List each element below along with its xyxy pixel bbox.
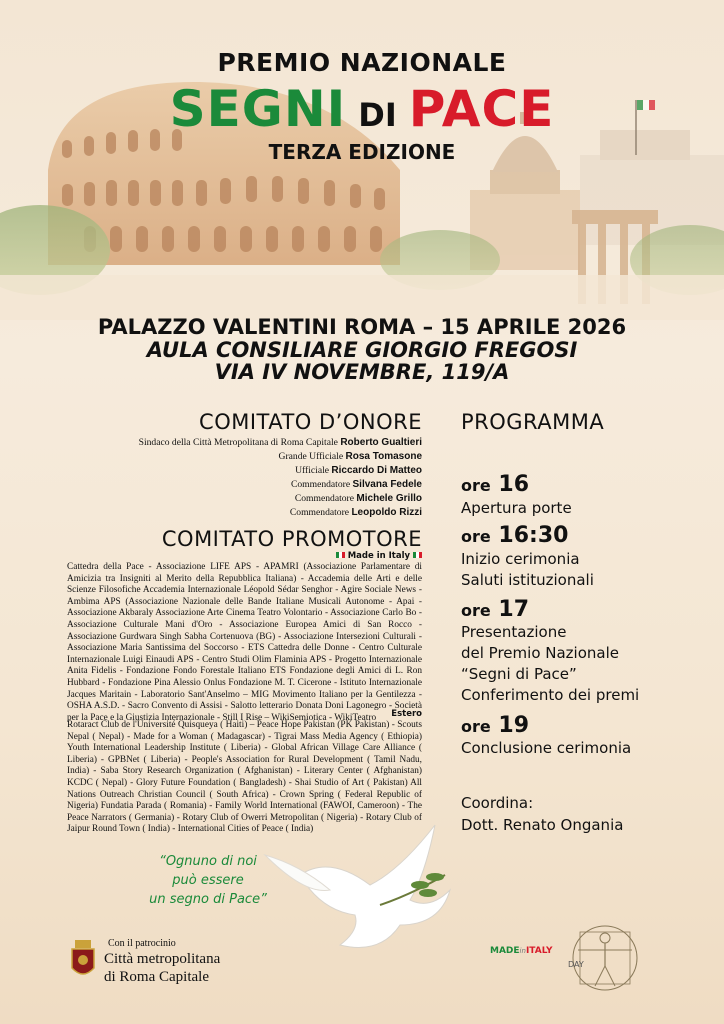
programme-item: Presentazione <box>461 623 567 641</box>
programme-item: Conferimento dei premi <box>461 686 640 704</box>
foreign-promoters-list: Rotaract Club de l'Université Quisqueya ( Haiti) – Peace Hope Pakistan (PK Pakistan) - Scouts Nepal ( Nepal) - Made for a Woman ( Madagascar) - Tigrai Mass Media Agency ( Ethiopia) Youth International Leadership Institute ( Liberia) - Global African Village Care Alliance ( Liberia) - GPBNet ( Liberia) - People's Association for Rural Development ( Tamil Nadu, India) - Saba Story Research Organization ( Afghanistan) - Literary Center ( Afghanistan) KCDC ( Nepal) - Glory Future Foundation ( Bangladesh) - Shai Studio of Art ( Pakistan) All Nations Outreach Christian Council ( South Africa) - Crown Spring ( Federal Republic of Nigeria) Fundatia Parada ( Romania) - Family World International (FAWOI, Cameroon) - The Peace Narrators ( Germania) - Rotary Club of Owerri Metropolitan ( Nigeria) - Rotary Club of Jaipur Round Town ( India) - International Cities of Peace ( India) <box>67 720 422 835</box>
programme-time: ore 16 <box>461 472 530 497</box>
made-in-italy-day-logo: MADEinITALY <box>490 946 553 956</box>
title-di: DI <box>358 96 397 134</box>
programme-title: PROGRAMMA <box>461 410 605 434</box>
programme-time: ore 17 <box>461 597 530 622</box>
programme-item: Saluti istituzionali <box>461 571 594 589</box>
honor-member: Ufficiale Riccardo Di Matteo <box>295 465 422 476</box>
coat-of-arms-icon <box>70 940 96 982</box>
italy-promoters-list: Cattedra della Pace - Associazione LIFE APS - APAMRI (Associazione Parlamentare di Amicizia tra Insigniti al Merito della Repubblica Italiana) - Accademia delle Arti e delle Scienze Filosofiche Accademia Internazionale Léopold Sédar Senghor - Agire Sociale News - Ambima APS (Associazione Nazionale delle Bande Italiane Musicali Autonome - Apai - Associazione Akbaraly Associazione Arte Cinema Teatro Volontario - Associazione Carlo Bo - Associazione Culturale Mani d'Oro - Associazione Europea Amici di San Rocco - Associazione Gurdwara Singh Sabha Cortenuova (BG) - Associazione Intersezioni Culturali - Associazione Maria Santissima del Soccorso - ETS Cattedra delle Donne - Centro Culturale Internazionale Luigi Einaudi APS - Centro Studi Olim Flaminia APS - Progetto Internazionale Anita Fidelis - Fondazione Fondo Forestale Italiano ETS Fondazione degli Amici di L. Ron Hubbard - Fondazione Pina Alessio Onlus Fondazione M. T. Cicerone - Istituto Internazionale Jacques Maritain - Laboratorio Sant'Anselmo – MIG Movimento Italiano per la Gentilezza - OSHA A.S.D. - Sacro Convento di Assisi - Salotto letterario Donata Doni Lagonegro - Società per la Pace e la Giustizia Internazionale - Still I Rise – WikiSemiotica - WikiTeatro <box>67 562 422 723</box>
honor-member: Sindaco della Città Metropolitana di Roma Capitale Roberto Gualtieri <box>138 437 422 448</box>
patronage-org: Città metropolitana di Roma Capitale <box>104 951 221 985</box>
italy-flag-icon <box>413 552 422 558</box>
venue-line-3: VIA IV NOVEMBRE, 119/A <box>214 360 510 384</box>
programme-item: Conclusione cerimonia <box>461 739 632 757</box>
vitruvian-man-icon <box>570 920 640 996</box>
coordinator-name: Dott. Renato Ongania <box>461 816 624 834</box>
honor-member: Commendatore Leopoldo Rizzi <box>289 507 422 518</box>
coordinator-label: Coordina: <box>461 794 534 812</box>
title-segni: SEGNI <box>169 80 347 138</box>
honor-member: Commendatore Michele Grillo <box>294 493 422 504</box>
event-name <box>0 80 724 138</box>
programme-time: ore 19 <box>461 713 530 738</box>
dove-of-peace-icon <box>260 815 470 965</box>
award-title: PREMIO NAZIONALE <box>217 48 507 77</box>
programme-item: Inizio cerimonia <box>461 550 580 568</box>
programme-item: “Segni di Pace” <box>461 665 577 683</box>
edition-label: TERZA EDIZIONE <box>268 140 456 164</box>
made-in-italy-label: Made in Italy <box>336 551 422 561</box>
programme-item: Apertura porte <box>461 499 572 517</box>
italy-flag-icon <box>336 552 345 558</box>
title-pace: PACE <box>408 80 555 138</box>
promoter-committee-title: COMITATO PROMOTORE <box>161 527 422 551</box>
honor-committee-title: COMITATO D’ONORE <box>199 410 422 434</box>
programme-time: ore 16:30 <box>461 523 569 548</box>
made-in-italy-day-label: DAY <box>568 960 584 969</box>
programme-item: del Premio Nazionale <box>461 644 619 662</box>
honor-member: Commendatore Silvana Fedele <box>290 479 422 490</box>
quote: “Ognuno di noi può essere un segno di Pace” <box>149 854 267 907</box>
venue-line-1: PALAZZO VALENTINI ROMA – 15 APRILE 2026 <box>97 315 627 339</box>
estero-label: Estero <box>391 709 422 719</box>
venue-line-2: AULA CONSILIARE GIORGIO FREGOSI <box>146 338 578 362</box>
honor-member: Grande Ufficiale Rosa Tomasone <box>278 451 422 462</box>
patronage-label: Con il patrocinio <box>108 938 176 949</box>
